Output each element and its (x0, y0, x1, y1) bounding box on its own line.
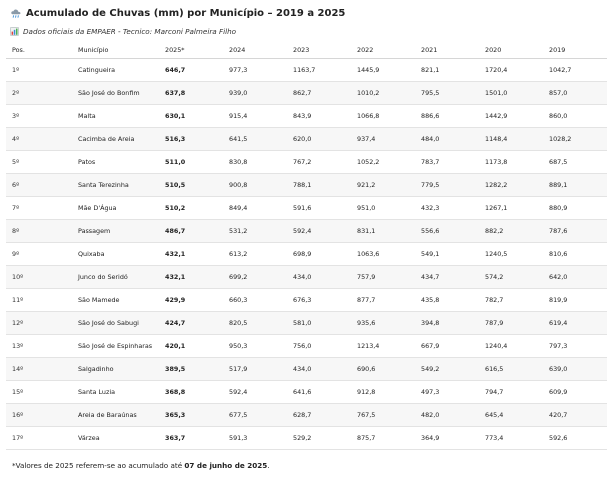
cell-y2021: 549,1 (415, 243, 479, 266)
table-row (6, 220, 607, 243)
footnote (12, 461, 270, 470)
cell-y2021: 821,1 (415, 59, 479, 82)
cell-y2020: 1240,5 (479, 243, 543, 266)
cell-y2022: 937,4 (351, 128, 415, 151)
cell-y2019: 889,1 (543, 174, 607, 197)
page-title: Acumulado de Chuvas (mm) por Município – 2019 a 2025 (26, 7, 346, 19)
cell-y2019: 420,7 (543, 404, 607, 427)
cell-y2025: 637,8 (159, 82, 223, 105)
cell-y2019: 642,0 (543, 266, 607, 289)
cell-y2020: 794,7 (479, 381, 543, 404)
cell-y2023: 698,9 (287, 243, 351, 266)
cell-y2023: 620,0 (287, 128, 351, 151)
cell-y2021: 482,0 (415, 404, 479, 427)
cell-municipio: Catingueira (74, 59, 159, 82)
cell-municipio: São José de Espinharas (74, 335, 159, 358)
cell-y2022: 1063,6 (351, 243, 415, 266)
table-row (6, 59, 607, 82)
cell-y2022: 877,7 (351, 289, 415, 312)
cell-y2024: 900,8 (223, 174, 287, 197)
cell-y2020: 1267,1 (479, 197, 543, 220)
cell-y2025: 429,9 (159, 289, 223, 312)
table-row (6, 289, 607, 312)
cell-municipio: Santa Terezinha (74, 174, 159, 197)
cell-municipio: Junco do Seridó (74, 266, 159, 289)
cell-y2023: 1163,7 (287, 59, 351, 82)
cell-y2024: 677,5 (223, 404, 287, 427)
cell-y2020: 1442,9 (479, 105, 543, 128)
cell-municipio: Patos (74, 151, 159, 174)
footnote-suffix: . (267, 461, 270, 470)
subtitle: Dados oficiais da EMPAER - Tecnico: Marconi Palmeira Filho (23, 26, 237, 36)
table-row (6, 105, 607, 128)
rainfall-table (6, 42, 607, 450)
cell-y2022: 1066,8 (351, 105, 415, 128)
cell-municipio: Malta (74, 105, 159, 128)
table-row (6, 404, 607, 427)
cell-y2024: 531,2 (223, 220, 287, 243)
cell-municipio: Mãe D'Água (74, 197, 159, 220)
cell-pos: 8º (6, 220, 74, 243)
cell-y2019: 819,9 (543, 289, 607, 312)
subtitle-row (10, 25, 236, 37)
cell-pos: 13º (6, 335, 74, 358)
cell-y2024: 699,2 (223, 266, 287, 289)
cell-y2020: 1720,4 (479, 59, 543, 82)
cell-y2019: 639,0 (543, 358, 607, 381)
cell-y2019: 857,0 (543, 82, 607, 105)
cell-y2025: 486,7 (159, 220, 223, 243)
cell-y2024: 660,3 (223, 289, 287, 312)
table-row (6, 197, 607, 220)
cell-y2021: 484,0 (415, 128, 479, 151)
cell-pos: 2º (6, 82, 74, 105)
col-header-2019: 2019 (543, 42, 607, 59)
cell-y2019: 797,3 (543, 335, 607, 358)
cell-y2025: 630,1 (159, 105, 223, 128)
bar-chart-icon (10, 27, 19, 36)
cell-y2021: 432,3 (415, 197, 479, 220)
cell-pos: 17º (6, 427, 74, 450)
footnote-date: 07 de junho de 2025 (184, 461, 268, 470)
cell-y2021: 434,7 (415, 266, 479, 289)
cell-municipio: Quixaba (74, 243, 159, 266)
cell-pos: 6º (6, 174, 74, 197)
cell-y2022: 921,2 (351, 174, 415, 197)
cell-y2020: 782,7 (479, 289, 543, 312)
cell-pos: 12º (6, 312, 74, 335)
table-row (6, 335, 607, 358)
cell-y2020: 645,4 (479, 404, 543, 427)
cell-municipio: Areia de Baraúnas (74, 404, 159, 427)
cell-pos: 14º (6, 358, 74, 381)
col-header-pos: Pos. (6, 42, 74, 59)
cell-y2024: 950,3 (223, 335, 287, 358)
cell-y2020: 1173,8 (479, 151, 543, 174)
cell-y2019: 810,6 (543, 243, 607, 266)
cell-y2023: 788,1 (287, 174, 351, 197)
cell-y2022: 1445,9 (351, 59, 415, 82)
cell-y2024: 613,2 (223, 243, 287, 266)
cell-y2021: 497,3 (415, 381, 479, 404)
col-header-2021: 2021 (415, 42, 479, 59)
cell-y2019: 1028,2 (543, 128, 607, 151)
cell-y2021: 556,6 (415, 220, 479, 243)
table-header-row (6, 42, 607, 59)
cell-y2019: 592,6 (543, 427, 607, 450)
cell-y2022: 1213,4 (351, 335, 415, 358)
cell-municipio: Passagem (74, 220, 159, 243)
cell-y2021: 795,5 (415, 82, 479, 105)
cell-y2023: 862,7 (287, 82, 351, 105)
cell-y2022: 767,5 (351, 404, 415, 427)
col-header-2025: 2025* (159, 42, 223, 59)
cell-pos: 15º (6, 381, 74, 404)
cell-pos: 16º (6, 404, 74, 427)
cell-municipio: Cacimba de Areia (74, 128, 159, 151)
cell-y2021: 549,2 (415, 358, 479, 381)
col-header-municipio: Município (74, 42, 159, 59)
cell-pos: 1º (6, 59, 74, 82)
cell-y2022: 1052,2 (351, 151, 415, 174)
cell-y2023: 592,4 (287, 220, 351, 243)
cell-y2025: 646,7 (159, 59, 223, 82)
cell-y2025: 368,8 (159, 381, 223, 404)
cell-municipio: São José do Sabugi (74, 312, 159, 335)
cell-y2022: 757,9 (351, 266, 415, 289)
cell-y2020: 574,2 (479, 266, 543, 289)
cell-y2023: 591,6 (287, 197, 351, 220)
footnote-prefix: *Valores de 2025 referem-se ao acumulado até (12, 461, 185, 470)
col-header-2024: 2024 (223, 42, 287, 59)
cell-y2019: 687,5 (543, 151, 607, 174)
cell-y2023: 843,9 (287, 105, 351, 128)
cell-y2022: 912,8 (351, 381, 415, 404)
cell-y2019: 787,6 (543, 220, 607, 243)
cell-y2024: 591,3 (223, 427, 287, 450)
cell-y2024: 641,5 (223, 128, 287, 151)
cell-y2024: 830,8 (223, 151, 287, 174)
cell-y2023: 756,0 (287, 335, 351, 358)
col-header-2023: 2023 (287, 42, 351, 59)
cell-y2024: 849,4 (223, 197, 287, 220)
cell-y2020: 1240,4 (479, 335, 543, 358)
col-header-2020: 2020 (479, 42, 543, 59)
cell-y2022: 951,0 (351, 197, 415, 220)
cell-y2021: 667,9 (415, 335, 479, 358)
cell-y2025: 420,1 (159, 335, 223, 358)
table-row (6, 266, 607, 289)
table-row (6, 151, 607, 174)
cell-pos: 7º (6, 197, 74, 220)
cell-y2021: 886,6 (415, 105, 479, 128)
cell-y2020: 1501,0 (479, 82, 543, 105)
cell-y2025: 365,3 (159, 404, 223, 427)
table-row (6, 358, 607, 381)
cell-y2025: 432,1 (159, 266, 223, 289)
cell-y2022: 1010,2 (351, 82, 415, 105)
cell-y2023: 434,0 (287, 358, 351, 381)
cell-y2023: 641,6 (287, 381, 351, 404)
cell-pos: 5º (6, 151, 74, 174)
cell-y2025: 510,2 (159, 197, 223, 220)
cell-y2023: 529,2 (287, 427, 351, 450)
cell-y2021: 364,9 (415, 427, 479, 450)
cell-y2023: 434,0 (287, 266, 351, 289)
cell-y2024: 977,3 (223, 59, 287, 82)
cell-y2022: 831,1 (351, 220, 415, 243)
cell-y2020: 1282,2 (479, 174, 543, 197)
cell-y2024: 915,4 (223, 105, 287, 128)
cell-y2020: 1148,4 (479, 128, 543, 151)
cell-y2025: 516,3 (159, 128, 223, 151)
table-row (6, 128, 607, 151)
cell-y2023: 581,0 (287, 312, 351, 335)
cell-y2019: 860,0 (543, 105, 607, 128)
cell-pos: 9º (6, 243, 74, 266)
cell-y2020: 882,2 (479, 220, 543, 243)
table-row (6, 427, 607, 450)
header (10, 6, 345, 20)
cell-y2019: 1042,7 (543, 59, 607, 82)
cell-y2024: 939,0 (223, 82, 287, 105)
table-row (6, 174, 607, 197)
cell-y2022: 690,6 (351, 358, 415, 381)
cell-municipio: São José do Bonfim (74, 82, 159, 105)
table-row (6, 312, 607, 335)
rain-cloud-icon (10, 7, 22, 19)
cell-pos: 11º (6, 289, 74, 312)
cell-y2020: 616,5 (479, 358, 543, 381)
cell-y2020: 787,9 (479, 312, 543, 335)
cell-y2024: 517,9 (223, 358, 287, 381)
cell-y2021: 779,5 (415, 174, 479, 197)
cell-y2021: 783,7 (415, 151, 479, 174)
col-header-2022: 2022 (351, 42, 415, 59)
cell-y2025: 389,5 (159, 358, 223, 381)
cell-y2023: 676,3 (287, 289, 351, 312)
cell-y2025: 432,1 (159, 243, 223, 266)
cell-municipio: Várzea (74, 427, 159, 450)
cell-y2025: 424,7 (159, 312, 223, 335)
cell-y2025: 510,5 (159, 174, 223, 197)
cell-y2023: 767,2 (287, 151, 351, 174)
cell-y2021: 435,8 (415, 289, 479, 312)
cell-y2019: 880,9 (543, 197, 607, 220)
cell-municipio: Santa Luzia (74, 381, 159, 404)
cell-y2019: 609,9 (543, 381, 607, 404)
cell-y2020: 773,4 (479, 427, 543, 450)
cell-y2024: 820,5 (223, 312, 287, 335)
table-row (6, 82, 607, 105)
cell-y2022: 935,6 (351, 312, 415, 335)
table-row (6, 243, 607, 266)
cell-y2021: 394,8 (415, 312, 479, 335)
cell-y2025: 511,0 (159, 151, 223, 174)
cell-pos: 3º (6, 105, 74, 128)
cell-y2024: 592,4 (223, 381, 287, 404)
cell-y2025: 363,7 (159, 427, 223, 450)
cell-municipio: São Mamede (74, 289, 159, 312)
cell-y2022: 875,7 (351, 427, 415, 450)
cell-pos: 10º (6, 266, 74, 289)
cell-pos: 4º (6, 128, 74, 151)
cell-y2019: 619,4 (543, 312, 607, 335)
cell-municipio: Salgadinho (74, 358, 159, 381)
cell-y2023: 628,7 (287, 404, 351, 427)
table-row (6, 381, 607, 404)
